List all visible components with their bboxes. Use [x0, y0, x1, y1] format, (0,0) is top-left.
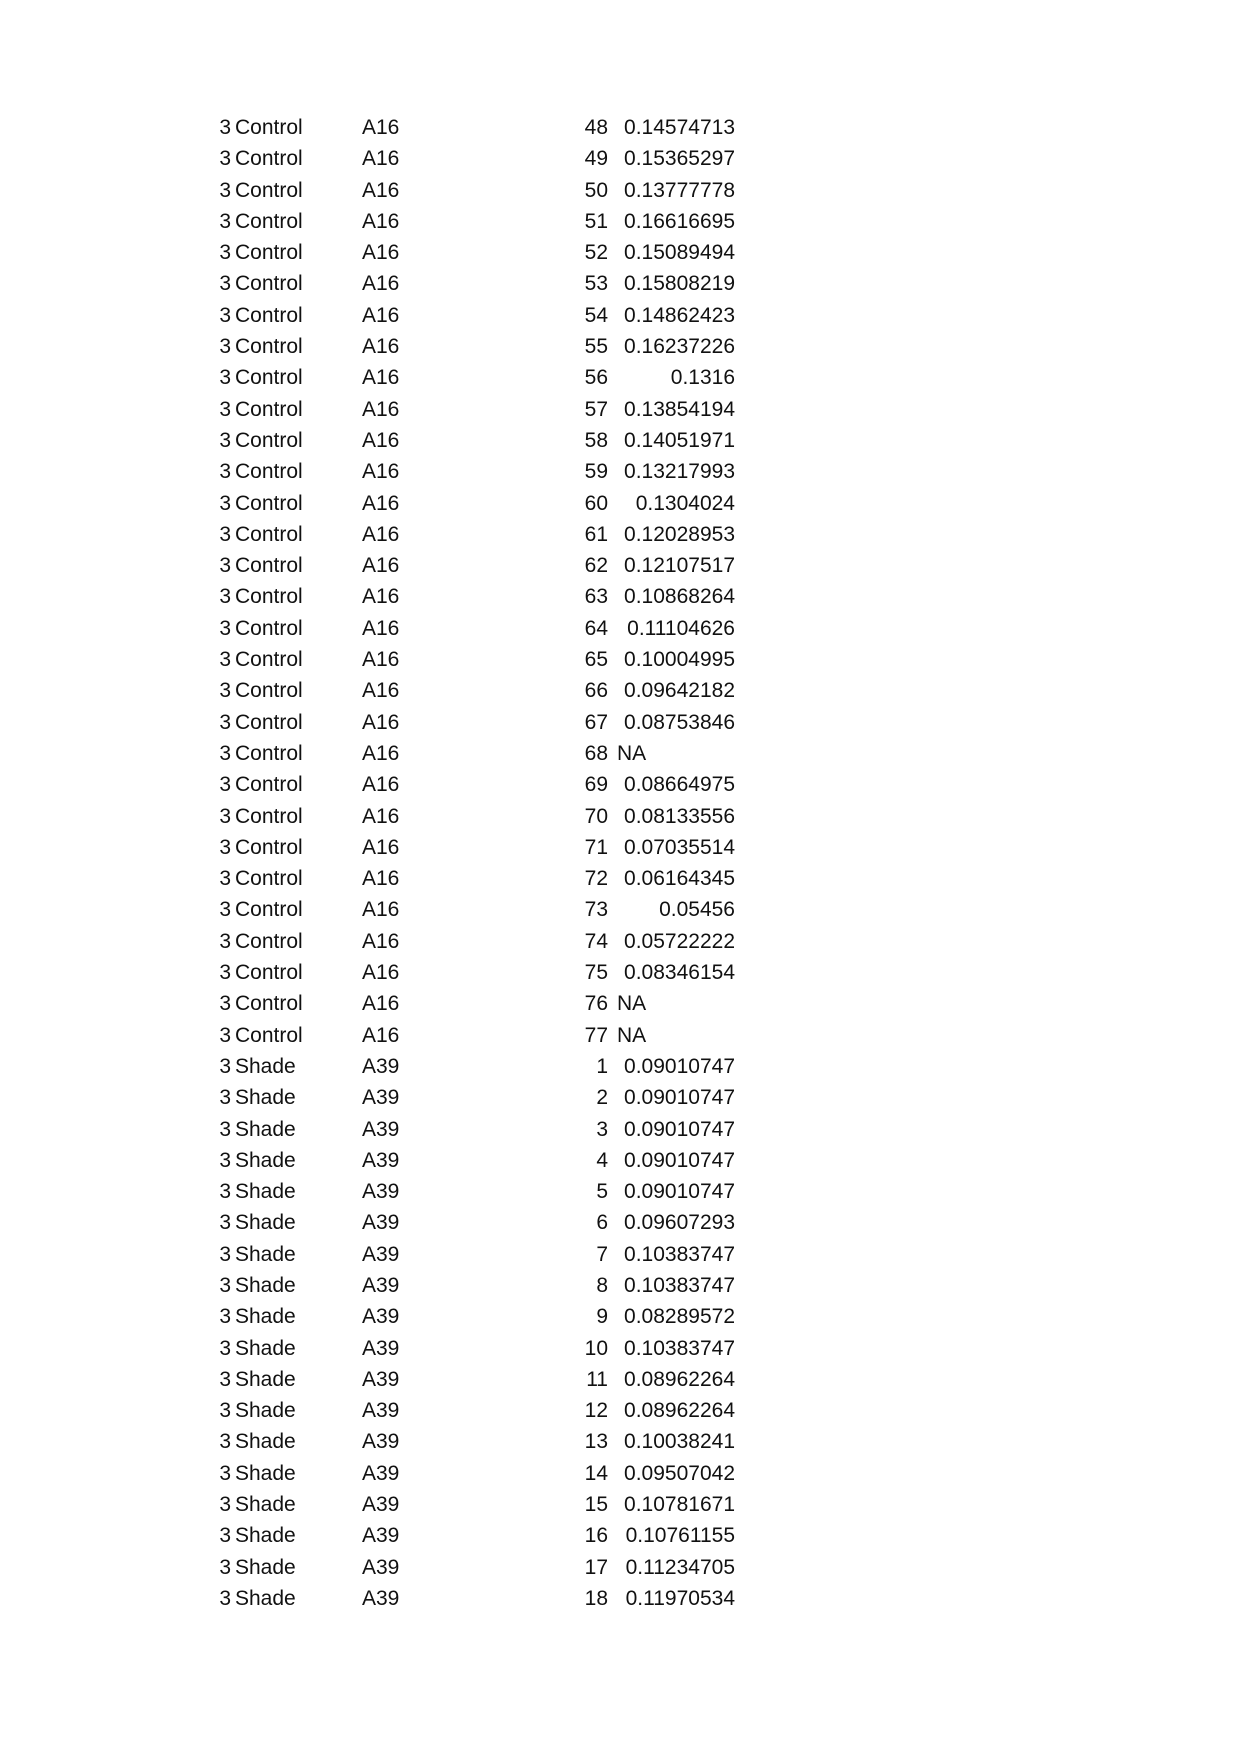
block-cell: 3 [219, 1086, 231, 1110]
table-row [0, 675, 1241, 706]
value-cell: 0.05456 [659, 898, 735, 922]
value-cell: 0.08664975 [624, 773, 735, 797]
value-cell: 0.08346154 [624, 961, 735, 985]
index-cell: 62 [584, 554, 608, 578]
plant-id-cell: A39 [362, 1086, 400, 1110]
value-cell: 0.11234705 [625, 1555, 735, 1579]
treatment-cell: Shade [235, 1524, 296, 1548]
value-cell: 0.09010747 [624, 1086, 735, 1110]
plant-id-cell: A39 [362, 1586, 400, 1610]
block-cell: 3 [219, 1461, 231, 1485]
block-cell: 3 [219, 209, 231, 233]
treatment-cell: Shade [235, 1180, 296, 1204]
plant-id-cell: A16 [362, 116, 400, 139]
treatment-cell: Control [235, 272, 303, 296]
treatment-cell: Control [235, 648, 303, 672]
plant-id-cell: A16 [362, 710, 400, 734]
block-cell: 3 [219, 741, 231, 765]
index-cell: 16 [584, 1524, 608, 1548]
table-row [0, 1583, 1241, 1614]
value-cell: 0.10761155 [625, 1524, 735, 1548]
block-cell: 3 [219, 648, 231, 672]
index-cell: 59 [584, 460, 608, 484]
table-row [0, 738, 1241, 769]
index-cell: 15 [584, 1493, 608, 1517]
table-row [0, 1051, 1241, 1082]
treatment-cell: Shade [235, 1336, 296, 1360]
index-cell: 13 [584, 1430, 608, 1454]
value-cell: 0.10383747 [624, 1336, 735, 1360]
index-cell: 4 [596, 1148, 608, 1172]
index-cell: 9 [596, 1305, 608, 1329]
treatment-cell: Control [235, 116, 303, 139]
block-cell: 3 [219, 1336, 231, 1360]
value-cell: 0.14862423 [624, 303, 735, 327]
plant-id-cell: A39 [362, 1305, 400, 1329]
index-cell: 10 [584, 1336, 608, 1360]
index-cell: 61 [584, 522, 608, 546]
table-row [0, 1176, 1241, 1207]
treatment-cell: Shade [235, 1086, 296, 1110]
table-row [0, 1207, 1241, 1238]
plant-id-cell: A16 [362, 241, 400, 265]
value-cell: 0.16616695 [624, 209, 735, 233]
plant-id-cell: A16 [362, 554, 400, 578]
index-cell: 52 [584, 241, 608, 265]
plant-id-cell: A39 [362, 1430, 400, 1454]
table-row [0, 331, 1241, 362]
treatment-cell: Shade [235, 1555, 296, 1579]
treatment-cell: Control [235, 209, 303, 233]
value-cell: 0.10868264 [624, 585, 735, 609]
value-cell: 0.08962264 [624, 1399, 735, 1423]
index-cell: 8 [596, 1273, 608, 1297]
block-cell: 3 [219, 898, 231, 922]
index-cell: 53 [584, 272, 608, 296]
index-cell: 12 [584, 1399, 608, 1423]
treatment-cell: Control [235, 178, 303, 202]
block-cell: 3 [219, 1211, 231, 1235]
block-cell: 3 [219, 1430, 231, 1454]
table-row [0, 894, 1241, 925]
plant-id-cell: A16 [362, 335, 400, 359]
block-cell: 3 [219, 1117, 231, 1141]
value-cell: 0.1304024 [635, 491, 735, 515]
block-cell: 3 [219, 1242, 231, 1266]
table-row [0, 425, 1241, 456]
treatment-cell: Control [235, 961, 303, 985]
treatment-cell: Control [235, 898, 303, 922]
treatment-cell: Control [235, 335, 303, 359]
plant-id-cell: A39 [362, 1524, 400, 1548]
table-row [0, 707, 1241, 738]
table-row [0, 394, 1241, 425]
value-cell: 0.07035514 [624, 835, 735, 859]
plant-id-cell: A16 [362, 491, 400, 515]
value-cell: 0.12028953 [624, 522, 735, 546]
index-cell: 50 [584, 178, 608, 202]
plant-id-cell: A16 [362, 366, 400, 390]
plant-id-cell: A16 [362, 867, 400, 891]
table-row [0, 206, 1241, 237]
table-row [0, 143, 1241, 174]
block-cell: 3 [219, 460, 231, 484]
block-cell: 3 [219, 335, 231, 359]
table-row [0, 488, 1241, 519]
block-cell: 3 [219, 867, 231, 891]
plant-id-cell: A16 [362, 835, 400, 859]
index-cell: 57 [584, 397, 608, 421]
table-row [0, 988, 1241, 1019]
plant-id-cell: A39 [362, 1054, 400, 1078]
value-cell: 0.10383747 [624, 1273, 735, 1297]
value-cell: 0.13854194 [624, 397, 735, 421]
block-cell: 3 [219, 241, 231, 265]
block-cell: 3 [219, 710, 231, 734]
plant-id-cell: A39 [362, 1336, 400, 1360]
table-row [0, 550, 1241, 581]
plant-id-cell: A39 [362, 1555, 400, 1579]
treatment-cell: Control [235, 397, 303, 421]
table-row [0, 1520, 1241, 1551]
block-cell: 3 [219, 585, 231, 609]
treatment-cell: Control [235, 147, 303, 171]
treatment-cell: Shade [235, 1461, 296, 1485]
block-cell: 3 [219, 116, 231, 139]
table-row [0, 1364, 1241, 1395]
value-cell: 0.09010747 [624, 1117, 735, 1141]
plant-id-cell: A39 [362, 1273, 400, 1297]
table-row [0, 613, 1241, 644]
value-cell: 0.11970534 [625, 1586, 735, 1610]
plant-id-cell: A39 [362, 1117, 400, 1141]
table-row [0, 1426, 1241, 1457]
plant-id-cell: A16 [362, 898, 400, 922]
index-cell: 77 [584, 1023, 608, 1047]
table-row [0, 1114, 1241, 1145]
value-cell: 0.10781671 [624, 1493, 735, 1517]
data-sheet [0, 112, 1241, 1614]
block-cell: 3 [219, 522, 231, 546]
treatment-cell: Control [235, 460, 303, 484]
treatment-cell: Control [235, 804, 303, 828]
value-cell: 0.14051971 [624, 428, 735, 452]
index-cell: 66 [584, 679, 608, 703]
plant-id-cell: A39 [362, 1148, 400, 1172]
index-cell: 18 [584, 1586, 608, 1610]
block-cell: 3 [219, 1023, 231, 1047]
treatment-cell: Shade [235, 1493, 296, 1517]
plant-id-cell: A16 [362, 741, 400, 765]
block-cell: 3 [219, 554, 231, 578]
index-cell: 5 [596, 1180, 608, 1204]
value-cell: 0.14574713 [624, 116, 735, 139]
block-cell: 3 [219, 835, 231, 859]
treatment-cell: Shade [235, 1586, 296, 1610]
block-cell: 3 [219, 1586, 231, 1610]
table-row [0, 362, 1241, 393]
treatment-cell: Shade [235, 1148, 296, 1172]
treatment-cell: Shade [235, 1305, 296, 1329]
block-cell: 3 [219, 1399, 231, 1423]
treatment-cell: Control [235, 992, 303, 1016]
table-row [0, 1301, 1241, 1332]
treatment-cell: Shade [235, 1054, 296, 1078]
plant-id-cell: A16 [362, 178, 400, 202]
value-cell: 0.16237226 [624, 335, 735, 359]
table-row [0, 1395, 1241, 1426]
treatment-cell: Control [235, 835, 303, 859]
value-cell: 0.08962264 [624, 1367, 735, 1391]
table-row [0, 456, 1241, 487]
plant-id-cell: A16 [362, 147, 400, 171]
block-cell: 3 [219, 1148, 231, 1172]
treatment-cell: Control [235, 679, 303, 703]
table-row [0, 519, 1241, 550]
treatment-cell: Control [235, 554, 303, 578]
value-cell: 0.09507042 [624, 1461, 735, 1485]
block-cell: 3 [219, 929, 231, 953]
table-row [0, 581, 1241, 612]
treatment-cell: Control [235, 616, 303, 640]
plant-id-cell: A39 [362, 1242, 400, 1266]
index-cell: 14 [584, 1461, 608, 1485]
value-cell: 0.13217993 [624, 460, 735, 484]
plant-id-cell: A16 [362, 929, 400, 953]
block-cell: 3 [219, 1054, 231, 1078]
treatment-cell: Control [235, 522, 303, 546]
index-cell: 55 [584, 335, 608, 359]
block-cell: 3 [219, 773, 231, 797]
block-cell: 3 [219, 804, 231, 828]
plant-id-cell: A16 [362, 961, 400, 985]
block-cell: 3 [219, 1180, 231, 1204]
index-cell: 72 [584, 867, 608, 891]
index-cell: 75 [584, 961, 608, 985]
value-cell: 0.10383747 [624, 1242, 735, 1266]
plant-id-cell: A16 [362, 804, 400, 828]
treatment-cell: Control [235, 491, 303, 515]
block-cell: 3 [219, 679, 231, 703]
table-row [0, 644, 1241, 675]
plant-id-cell: A39 [362, 1399, 400, 1423]
table-row [0, 1145, 1241, 1176]
treatment-cell: Control [235, 428, 303, 452]
index-cell: 54 [584, 303, 608, 327]
value-cell: 0.15089494 [624, 241, 735, 265]
index-cell: 73 [584, 898, 608, 922]
value-cell: 0.05722222 [624, 929, 735, 953]
table-row [0, 1552, 1241, 1583]
value-cell: 0.08289572 [624, 1305, 735, 1329]
block-cell: 3 [219, 303, 231, 327]
index-cell: 1 [596, 1054, 608, 1078]
plant-id-cell: A16 [362, 648, 400, 672]
plant-id-cell: A16 [362, 209, 400, 233]
treatment-cell: Control [235, 710, 303, 734]
value-cell: NA [617, 741, 647, 765]
treatment-cell: Shade [235, 1273, 296, 1297]
table-row [0, 863, 1241, 894]
value-cell: 0.09010747 [624, 1180, 735, 1204]
block-cell: 3 [219, 992, 231, 1016]
treatment-cell: Control [235, 303, 303, 327]
index-cell: 65 [584, 648, 608, 672]
value-cell: 0.1316 [670, 366, 735, 390]
index-cell: 71 [584, 835, 608, 859]
block-cell: 3 [219, 1305, 231, 1329]
index-cell: 76 [584, 992, 608, 1016]
value-cell: 0.06164345 [624, 867, 735, 891]
index-cell: 58 [584, 428, 608, 452]
table-row [0, 268, 1241, 299]
index-cell: 3 [596, 1117, 608, 1141]
value-cell: 0.13777778 [624, 178, 735, 202]
value-cell: 0.10038241 [624, 1430, 735, 1454]
index-cell: 49 [584, 147, 608, 171]
table-row [0, 957, 1241, 988]
block-cell: 3 [219, 1493, 231, 1517]
plant-id-cell: A16 [362, 428, 400, 452]
block-cell: 3 [219, 1555, 231, 1579]
plant-id-cell: A16 [362, 679, 400, 703]
treatment-cell: Control [235, 585, 303, 609]
value-cell: NA [617, 992, 647, 1016]
treatment-cell: Shade [235, 1399, 296, 1423]
treatment-cell: Shade [235, 1367, 296, 1391]
index-cell: 69 [584, 773, 608, 797]
block-cell: 3 [219, 491, 231, 515]
treatment-cell: Control [235, 741, 303, 765]
treatment-cell: Shade [235, 1430, 296, 1454]
block-cell: 3 [219, 1524, 231, 1548]
block-cell: 3 [219, 961, 231, 985]
value-cell: NA [617, 1023, 647, 1047]
index-cell: 6 [596, 1211, 608, 1235]
index-cell: 11 [586, 1367, 608, 1391]
index-cell: 2 [596, 1086, 608, 1110]
index-cell: 64 [584, 616, 608, 640]
table-row [0, 1082, 1241, 1113]
plant-id-cell: A39 [362, 1367, 400, 1391]
plant-id-cell: A39 [362, 1493, 400, 1517]
treatment-cell: Shade [235, 1211, 296, 1235]
block-cell: 3 [219, 616, 231, 640]
treatment-cell: Control [235, 241, 303, 265]
treatment-cell: Control [235, 929, 303, 953]
value-cell: 0.15365297 [624, 147, 735, 171]
plant-id-cell: A16 [362, 616, 400, 640]
treatment-cell: Control [235, 773, 303, 797]
index-cell: 63 [584, 585, 608, 609]
table-row [0, 1458, 1241, 1489]
table-row [0, 1270, 1241, 1301]
table-row [0, 801, 1241, 832]
plant-id-cell: A39 [362, 1461, 400, 1485]
table-row [0, 300, 1241, 331]
table-row [0, 237, 1241, 268]
value-cell: 0.09642182 [624, 679, 735, 703]
table-row [0, 1239, 1241, 1270]
index-cell: 70 [584, 804, 608, 828]
plant-id-cell: A16 [362, 992, 400, 1016]
table-row [0, 769, 1241, 800]
value-cell: 0.08753846 [624, 710, 735, 734]
value-cell: 0.15808219 [624, 272, 735, 296]
index-cell: 48 [584, 116, 608, 139]
plant-id-cell: A16 [362, 585, 400, 609]
value-cell: 0.12107517 [624, 554, 735, 578]
table-row [0, 1020, 1241, 1051]
treatment-cell: Control [235, 366, 303, 390]
value-cell: 0.10004995 [624, 648, 735, 672]
plant-id-cell: A16 [362, 303, 400, 327]
plant-id-cell: A16 [362, 397, 400, 421]
plant-id-cell: A16 [362, 272, 400, 296]
index-cell: 17 [584, 1555, 608, 1579]
plant-id-cell: A16 [362, 1023, 400, 1047]
index-cell: 67 [584, 710, 608, 734]
plant-id-cell: A39 [362, 1211, 400, 1235]
block-cell: 3 [219, 428, 231, 452]
plant-id-cell: A16 [362, 522, 400, 546]
index-cell: 7 [596, 1242, 608, 1266]
block-cell: 3 [219, 366, 231, 390]
block-cell: 3 [219, 147, 231, 171]
plant-id-cell: A39 [362, 1180, 400, 1204]
table-row [0, 1489, 1241, 1520]
block-cell: 3 [219, 397, 231, 421]
plant-id-cell: A16 [362, 773, 400, 797]
table-row [0, 175, 1241, 206]
table-row [0, 832, 1241, 863]
value-cell: 0.09010747 [624, 1148, 735, 1172]
table-row [0, 112, 1241, 143]
block-cell: 3 [219, 178, 231, 202]
value-cell: 0.09607293 [624, 1211, 735, 1235]
block-cell: 3 [219, 1273, 231, 1297]
block-cell: 3 [219, 1367, 231, 1391]
block-cell: 3 [219, 272, 231, 296]
value-cell: 0.09010747 [624, 1054, 735, 1078]
index-cell: 74 [584, 929, 608, 953]
treatment-cell: Control [235, 867, 303, 891]
index-cell: 68 [584, 741, 608, 765]
value-cell: 0.11104626 [627, 616, 735, 640]
value-cell: 0.08133556 [624, 804, 735, 828]
treatment-cell: Control [235, 1023, 303, 1047]
index-cell: 56 [584, 366, 608, 390]
table-row [0, 1333, 1241, 1364]
index-cell: 51 [584, 209, 608, 233]
table-row [0, 926, 1241, 957]
plant-id-cell: A16 [362, 460, 400, 484]
treatment-cell: Shade [235, 1242, 296, 1266]
treatment-cell: Shade [235, 1117, 296, 1141]
index-cell: 60 [584, 491, 608, 515]
